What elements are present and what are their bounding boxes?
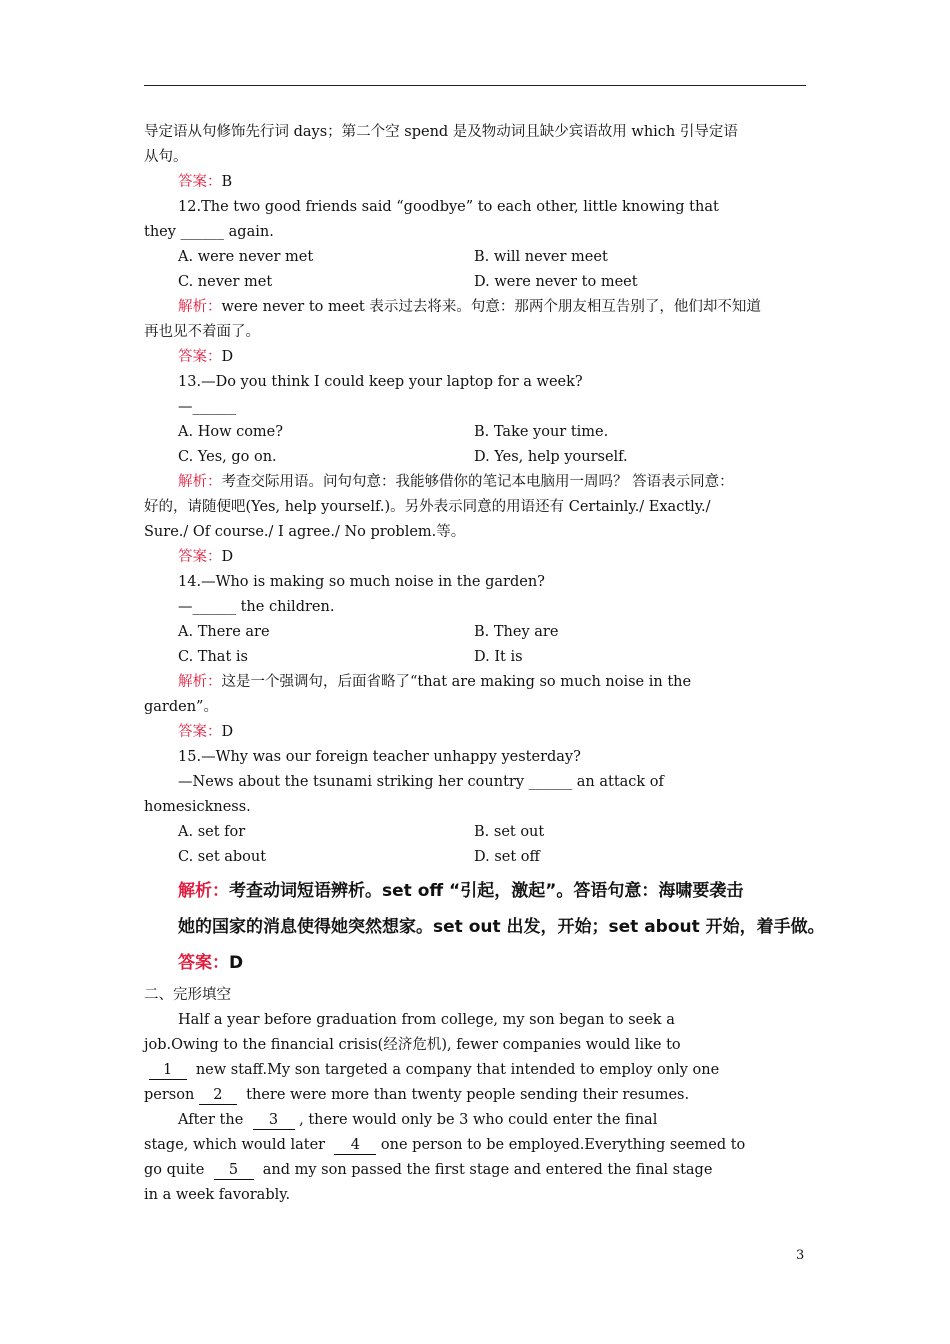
answer-label: 答案： [178, 174, 222, 190]
document-body [144, 120, 825, 1208]
option-c: C. set about [178, 849, 267, 865]
analysis-text: were never to meet 表示过去将来。句意：那两个朋友相互告别了，他们却不知道 [221, 299, 761, 315]
passage-text: there were more than twenty people sending their resumes. [246, 1087, 690, 1103]
analysis-text: 这是一个强调句，后面省略了“that are making so much noise in the [221, 674, 692, 690]
answer-value: D [221, 349, 234, 365]
option-a: A. were never met [178, 249, 314, 265]
option-b: B. set out [474, 824, 545, 840]
answer-value: D [221, 724, 234, 740]
analysis-label: 解析： [178, 474, 222, 490]
answer-label: 答案： [178, 549, 222, 565]
passage-p2-line-4: in a week favorably. [144, 1187, 291, 1203]
passage-p1-line-1: Half a year before graduation from college, my son began to seek a [178, 1012, 675, 1028]
q15-stem-line-1 [144, 745, 806, 770]
q12-options-row-1 [144, 245, 806, 270]
intro-line-2: 从句。 [144, 149, 188, 165]
q15-answer [178, 945, 806, 981]
q12-analysis-line-2: 再也见不着面了。 [144, 324, 260, 340]
q12-answer [144, 345, 806, 370]
analysis-label: 解析： [178, 881, 229, 901]
option-a: A. There are [178, 624, 270, 640]
question-text: —Do you think I could keep your laptop for a week? [201, 374, 583, 390]
answer-value: D [221, 549, 234, 565]
option-a: A. set for [178, 824, 246, 840]
q14-answer [144, 720, 806, 745]
question-number: 15. [178, 749, 202, 765]
passage-p2-line-3 [144, 1158, 806, 1183]
passage-text: one person to be employed.Everything seemed to [380, 1137, 746, 1153]
intro-line-1: 导定语从句修饰先行词 days；第二个空 spend 是及物动词且缺少宾语故用 which 引导定语 [144, 124, 738, 140]
q14-stem-line-2: —______ the children. [178, 599, 335, 615]
page-number: 3 [796, 1248, 805, 1263]
passage-text: stage, which would later [144, 1137, 326, 1153]
passage-p1-line-3 [144, 1058, 806, 1083]
question-text: The two good friends said “goodbye” to each other, little knowing that [201, 199, 719, 215]
analysis-text: 考查动词短语辨析。set off “引起，激起”。答语句意：海啸要袭击 [229, 881, 744, 901]
passage-text: person [144, 1087, 195, 1103]
blank-5: 5 [214, 1161, 254, 1180]
option-d: D. It is [474, 649, 523, 665]
q13-options-row-1 [144, 420, 806, 445]
q12-stem-line-1 [144, 195, 806, 220]
passage-text: After the [178, 1112, 244, 1128]
q14-options-row-1 [144, 620, 806, 645]
q12-stem-line-2: they ______ again. [144, 224, 274, 240]
q15-analysis-line-1 [178, 873, 806, 909]
q13-analysis-line-2: 好的，请随便吧(Yes, help yourself.)。另外表示同意的用语还有 Certainly./ Exactly./ [144, 499, 711, 515]
passage-text: and my son passed the first stage and entered the final stage [262, 1162, 713, 1178]
q13-analysis-line-1 [144, 470, 806, 495]
option-b: B. Take your time. [474, 424, 609, 440]
question-number: 14. [178, 574, 202, 590]
passage-text: , there would only be 3 who could enter the final [299, 1112, 658, 1128]
option-d: D. were never to meet [474, 274, 638, 290]
passage-text: new staff.My son targeted a company that intended to employ only one [195, 1062, 720, 1078]
q15-analysis-line-2: 她的国家的消息使得她突然想家。set out 出发，开始；set about 开始，着手做。 [178, 917, 825, 937]
q13-stem-line-2: —______ [178, 399, 236, 415]
q13-analysis-line-3: Sure./ Of course./ I agree./ No problem.等。 [144, 524, 466, 540]
question-number: 13. [178, 374, 202, 390]
q14-analysis-line-1 [144, 670, 806, 695]
passage-text: go quite [144, 1162, 205, 1178]
answer-value: D [229, 953, 244, 973]
header-rule [144, 85, 806, 86]
q15-stem-line-2: —News about the tsunami striking her country ______ an attack of [178, 774, 664, 790]
intro-answer [144, 170, 806, 195]
option-b: B. will never meet [474, 249, 608, 265]
option-a: A. How come? [178, 424, 284, 440]
q13-options-row-2 [144, 445, 806, 470]
question-number: 12. [178, 199, 202, 215]
passage-p1-line-2: job.Owing to the financial crisis(经济危机), fewer companies would like to [144, 1037, 681, 1053]
section-heading: 二、完形填空 [144, 987, 231, 1003]
option-c: C. Yes, go on. [178, 449, 277, 465]
option-d: D. Yes, help yourself. [474, 449, 628, 465]
option-c: C. That is [178, 649, 248, 665]
q14-options-row-2 [144, 645, 806, 670]
option-b: B. They are [474, 624, 559, 640]
passage-p2-line-2 [144, 1133, 806, 1158]
question-text: —Who is making so much noise in the garden? [201, 574, 545, 590]
q13-stem-line-1 [144, 370, 806, 395]
answer-label: 答案： [178, 953, 229, 973]
question-text: —Why was our foreign teacher unhappy yesterday? [201, 749, 581, 765]
answer-label: 答案： [178, 724, 222, 740]
q12-analysis-line-1 [144, 295, 806, 320]
analysis-label: 解析： [178, 674, 222, 690]
answer-label: 答案： [178, 349, 222, 365]
answer-value: B [221, 174, 233, 190]
q14-analysis-line-2: garden”。 [144, 699, 218, 715]
passage-p1-line-4 [144, 1083, 806, 1108]
blank-2: 2 [199, 1086, 237, 1105]
q15-analysis-block [144, 873, 825, 981]
q13-answer [144, 545, 806, 570]
option-d: D. set off [474, 849, 540, 865]
q15-stem-line-3: homesickness. [144, 799, 251, 815]
analysis-label: 解析： [178, 299, 222, 315]
passage-p2-line-1 [144, 1108, 806, 1133]
blank-3: 3 [253, 1111, 295, 1130]
q15-options-row-1 [144, 820, 806, 845]
q14-stem-line-1 [144, 570, 806, 595]
q15-options-row-2 [144, 845, 806, 870]
q12-options-row-2 [144, 270, 806, 295]
option-c: C. never met [178, 274, 273, 290]
blank-1: 1 [149, 1061, 187, 1080]
blank-4: 4 [334, 1136, 376, 1155]
analysis-text: 考查交际用语。问句句意：我能够借你的笔记本电脑用一周吗？ 答语表示同意： [221, 474, 734, 490]
